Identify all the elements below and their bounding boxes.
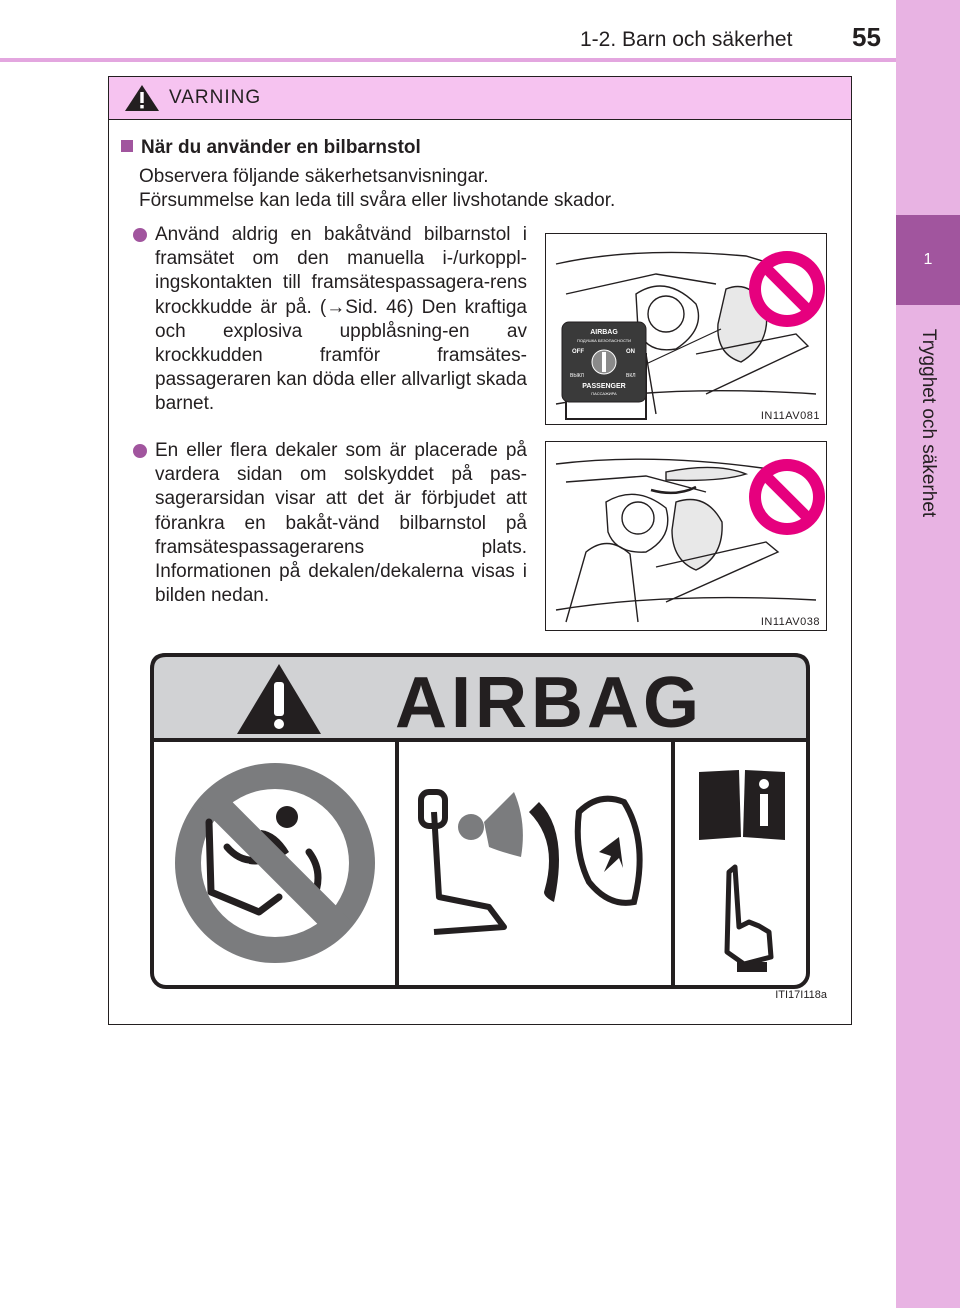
bullet-dot-icon [133, 228, 147, 242]
warning-triangle-icon [123, 83, 161, 113]
car-interior-illustration-icon [546, 234, 826, 424]
intro-text [139, 165, 839, 213]
airbag-label-graphic [149, 652, 811, 992]
intro-line-2: Försummelse kan leda till svåra eller livshotande skador. [139, 190, 616, 211]
switch-subtitle: ПОДУШКА БЕЗОПАСНОСТИ [576, 338, 632, 343]
no-rear-facing-child-seat-icon [175, 763, 375, 963]
bullet-dot-icon [133, 444, 147, 458]
bullet-2 [133, 439, 527, 608]
side-tab-label: Trygghet och säkerhet [918, 328, 939, 518]
switch-off: OFF [572, 349, 584, 355]
switch-off-ru: ВЫКЛ [570, 373, 584, 379]
switch-passenger-ru: ПАССАЖИРА [591, 391, 617, 396]
header-section-title: 1-2. Barn och säkerhet [580, 28, 793, 51]
section-square-icon [121, 140, 133, 152]
label-title: AIRBAG [395, 663, 703, 743]
airbag-warning-label [149, 652, 811, 992]
intro-line-1: Observera följande säkerhetsanvisningar. [139, 166, 489, 187]
bullet-1 [133, 223, 527, 417]
illustration-2-code: IN11AV038 [760, 616, 820, 628]
bullet-2-text: En eller flera dekaler som är placerade på vardera sidan om solskyddet på pas-sagerarsidan visar att det är förbjudet att förankra en bakåt-vänd bilbarnstol på framsätespassagerarens plats. Informationen på dekalen/dekalerna visas i bilden nedan. [155, 440, 527, 607]
warning-title: VARNING [169, 87, 262, 108]
switch-on-ru: ВКЛ [626, 373, 636, 379]
switch-on: ON [626, 349, 635, 355]
header-rule [0, 58, 896, 62]
section-title [121, 137, 421, 159]
page-number: 55 [852, 22, 881, 52]
switch-passenger: PASSENGER [582, 383, 626, 390]
car-interior-visor-illustration-icon [546, 442, 826, 630]
label-code: ITI17I118a [775, 989, 827, 1001]
illustration-sun-visor-label [545, 441, 827, 631]
side-tab-chapter[interactable]: 1 [896, 215, 960, 305]
side-tab-strip [896, 0, 960, 1308]
warning-header [109, 77, 851, 120]
section-title-text: När du använder en bilbarnstol [141, 137, 421, 158]
bullet-1-text: Använd aldrig en bakåtvänd bilbarnstol i framsätet om den manuella i-/urkoppl-ingskontakten till framsätespassagera-rens krockkudde är på. (→Sid. 46) Den kraftiga och explosiva uppblåsning-en av krockkudden framför framsätes-passageraren kan döda eller allvarligt skada barnet. [155, 224, 527, 415]
illustration-rear-facing-seat-airbag-on [545, 233, 827, 425]
switch-title: AIRBAG [590, 329, 618, 336]
warning-box [108, 76, 852, 1025]
illustration-1-code: IN11AV081 [760, 410, 820, 422]
